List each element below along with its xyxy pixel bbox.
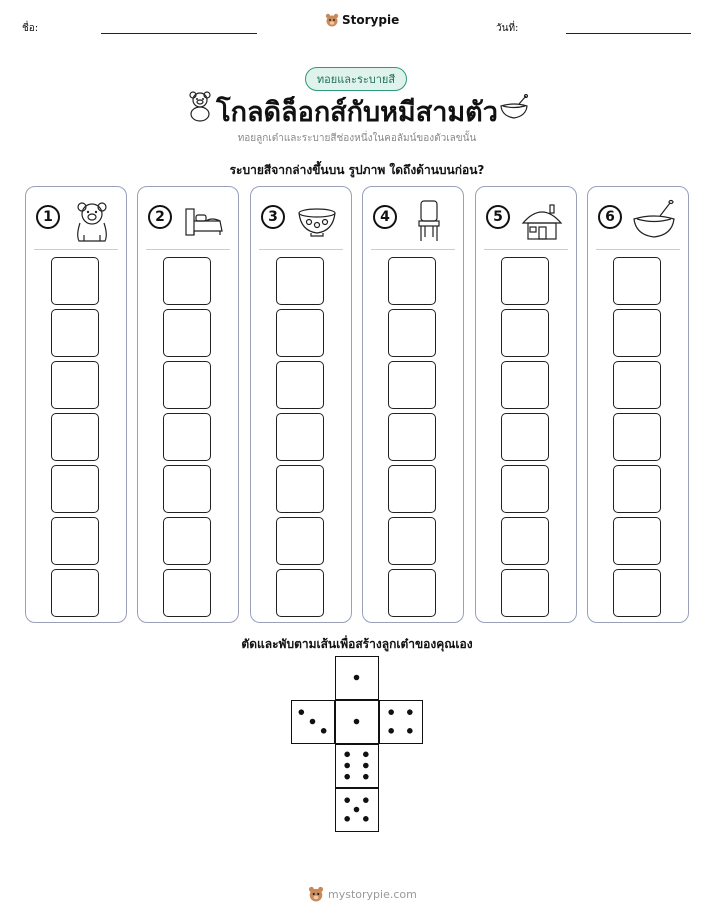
color-box[interactable] <box>276 413 324 461</box>
color-box[interactable] <box>613 569 661 617</box>
bear-icon <box>70 199 114 243</box>
color-box[interactable] <box>388 413 436 461</box>
color-box[interactable] <box>501 309 549 357</box>
activity-badge: ทอยและระบายสี <box>305 67 407 91</box>
bed-icon <box>182 199 226 243</box>
color-box[interactable] <box>163 413 211 461</box>
color-box[interactable] <box>388 257 436 305</box>
color-box[interactable] <box>501 517 549 565</box>
footer <box>308 886 417 902</box>
dice-face <box>335 788 379 832</box>
color-box[interactable] <box>613 257 661 305</box>
column-number: 3 <box>261 205 285 229</box>
color-box[interactable] <box>163 465 211 513</box>
dice-pip <box>344 816 350 822</box>
dice-pip <box>388 709 394 715</box>
dice-pip <box>344 797 350 803</box>
dice-pip <box>299 709 305 715</box>
color-box[interactable] <box>51 465 99 513</box>
dice-pips <box>336 789 377 830</box>
color-box[interactable] <box>51 517 99 565</box>
color-box[interactable] <box>51 309 99 357</box>
color-box[interactable] <box>613 413 661 461</box>
dice-pips <box>336 701 377 742</box>
color-box[interactable] <box>388 465 436 513</box>
color-box[interactable] <box>276 257 324 305</box>
column-divider <box>34 249 118 250</box>
column-2 <box>137 186 239 623</box>
bear-icon <box>186 90 214 122</box>
cottage-icon <box>520 199 564 243</box>
color-box[interactable] <box>501 257 549 305</box>
color-box[interactable] <box>276 465 324 513</box>
dice-pip <box>363 816 369 822</box>
instructions-text: ทอยลูกเต๋าและระบายสีช่องหนึ่งในคอลัมน์ของตัวเลขนั้น <box>237 133 477 144</box>
dice-pip <box>354 719 360 725</box>
color-box[interactable] <box>163 361 211 409</box>
dice-pips <box>336 657 377 698</box>
color-box[interactable] <box>51 257 99 305</box>
dice-face <box>291 700 335 744</box>
column-5 <box>475 186 577 623</box>
dice-pip <box>363 774 369 780</box>
color-box[interactable] <box>276 517 324 565</box>
dice-pip <box>407 728 413 734</box>
color-box[interactable] <box>163 569 211 617</box>
brand-name: Storypie <box>342 13 400 27</box>
dice-pip <box>321 728 327 734</box>
dice-pip <box>344 763 350 769</box>
bowl-icon <box>295 199 339 243</box>
date-line <box>566 33 691 34</box>
color-box[interactable] <box>613 517 661 565</box>
name-line <box>101 33 257 34</box>
dice-pip <box>344 752 350 758</box>
column-4 <box>362 186 464 623</box>
name-label: ชื่อ: <box>22 23 39 34</box>
dice-pip <box>363 763 369 769</box>
color-box[interactable] <box>613 361 661 409</box>
dice-pips <box>336 745 377 786</box>
color-box[interactable] <box>51 361 99 409</box>
color-box[interactable] <box>613 465 661 513</box>
dice-pip <box>407 709 413 715</box>
color-box[interactable] <box>51 569 99 617</box>
dice-pip <box>363 797 369 803</box>
dice-pip <box>344 774 350 780</box>
dice-pip <box>354 807 360 813</box>
dice-face <box>379 700 423 744</box>
porridge-icon <box>499 94 529 120</box>
color-box[interactable] <box>501 465 549 513</box>
color-box[interactable] <box>388 309 436 357</box>
column-number: 6 <box>598 205 622 229</box>
column-number: 2 <box>148 205 172 229</box>
column-6 <box>587 186 689 623</box>
column-divider <box>596 249 680 250</box>
column-3 <box>250 186 352 623</box>
color-box[interactable] <box>501 569 549 617</box>
color-box[interactable] <box>501 413 549 461</box>
column-1 <box>25 186 127 623</box>
cut-instructions: ตัดและพับตามเส้นเพื่อสร้างลูกเต๋าของคุณเอง <box>241 637 473 651</box>
color-box[interactable] <box>51 413 99 461</box>
color-box[interactable] <box>163 257 211 305</box>
chair-icon <box>407 199 451 243</box>
color-box[interactable] <box>388 361 436 409</box>
page-title: โกลดิล็อกส์กับหมีสามตัว <box>216 97 498 128</box>
column-divider <box>146 249 230 250</box>
date-label: วันที่: <box>496 23 519 34</box>
brand-logo <box>325 13 399 27</box>
color-box[interactable] <box>501 361 549 409</box>
porridge-icon <box>632 199 676 243</box>
color-box[interactable] <box>388 569 436 617</box>
color-box[interactable] <box>613 309 661 357</box>
dice-pip <box>363 752 369 758</box>
column-number: 1 <box>36 205 60 229</box>
dice-pip <box>354 675 360 681</box>
column-number: 5 <box>486 205 510 229</box>
dice-pip <box>388 728 394 734</box>
color-box[interactable] <box>163 517 211 565</box>
column-divider <box>259 249 343 250</box>
question-text: ระบายสีจากล่างขึ้นบน รูปภาพ ใดถึงด้านบนก่อน? <box>229 163 485 177</box>
color-box[interactable] <box>276 309 324 357</box>
color-box[interactable] <box>388 517 436 565</box>
column-divider <box>484 249 568 250</box>
column-number: 4 <box>373 205 397 229</box>
bear-logo-icon <box>308 886 324 902</box>
column-divider <box>371 249 455 250</box>
color-box[interactable] <box>276 361 324 409</box>
color-box[interactable] <box>276 569 324 617</box>
color-box[interactable] <box>163 309 211 357</box>
bear-logo-icon <box>325 13 339 27</box>
dice-face <box>335 656 379 700</box>
dice-face <box>335 744 379 788</box>
dice-pip <box>310 719 316 725</box>
dice-face <box>335 700 379 744</box>
dice-pips <box>380 701 421 742</box>
dice-pips <box>292 701 333 742</box>
footer-url: mystorypie.com <box>328 887 417 901</box>
